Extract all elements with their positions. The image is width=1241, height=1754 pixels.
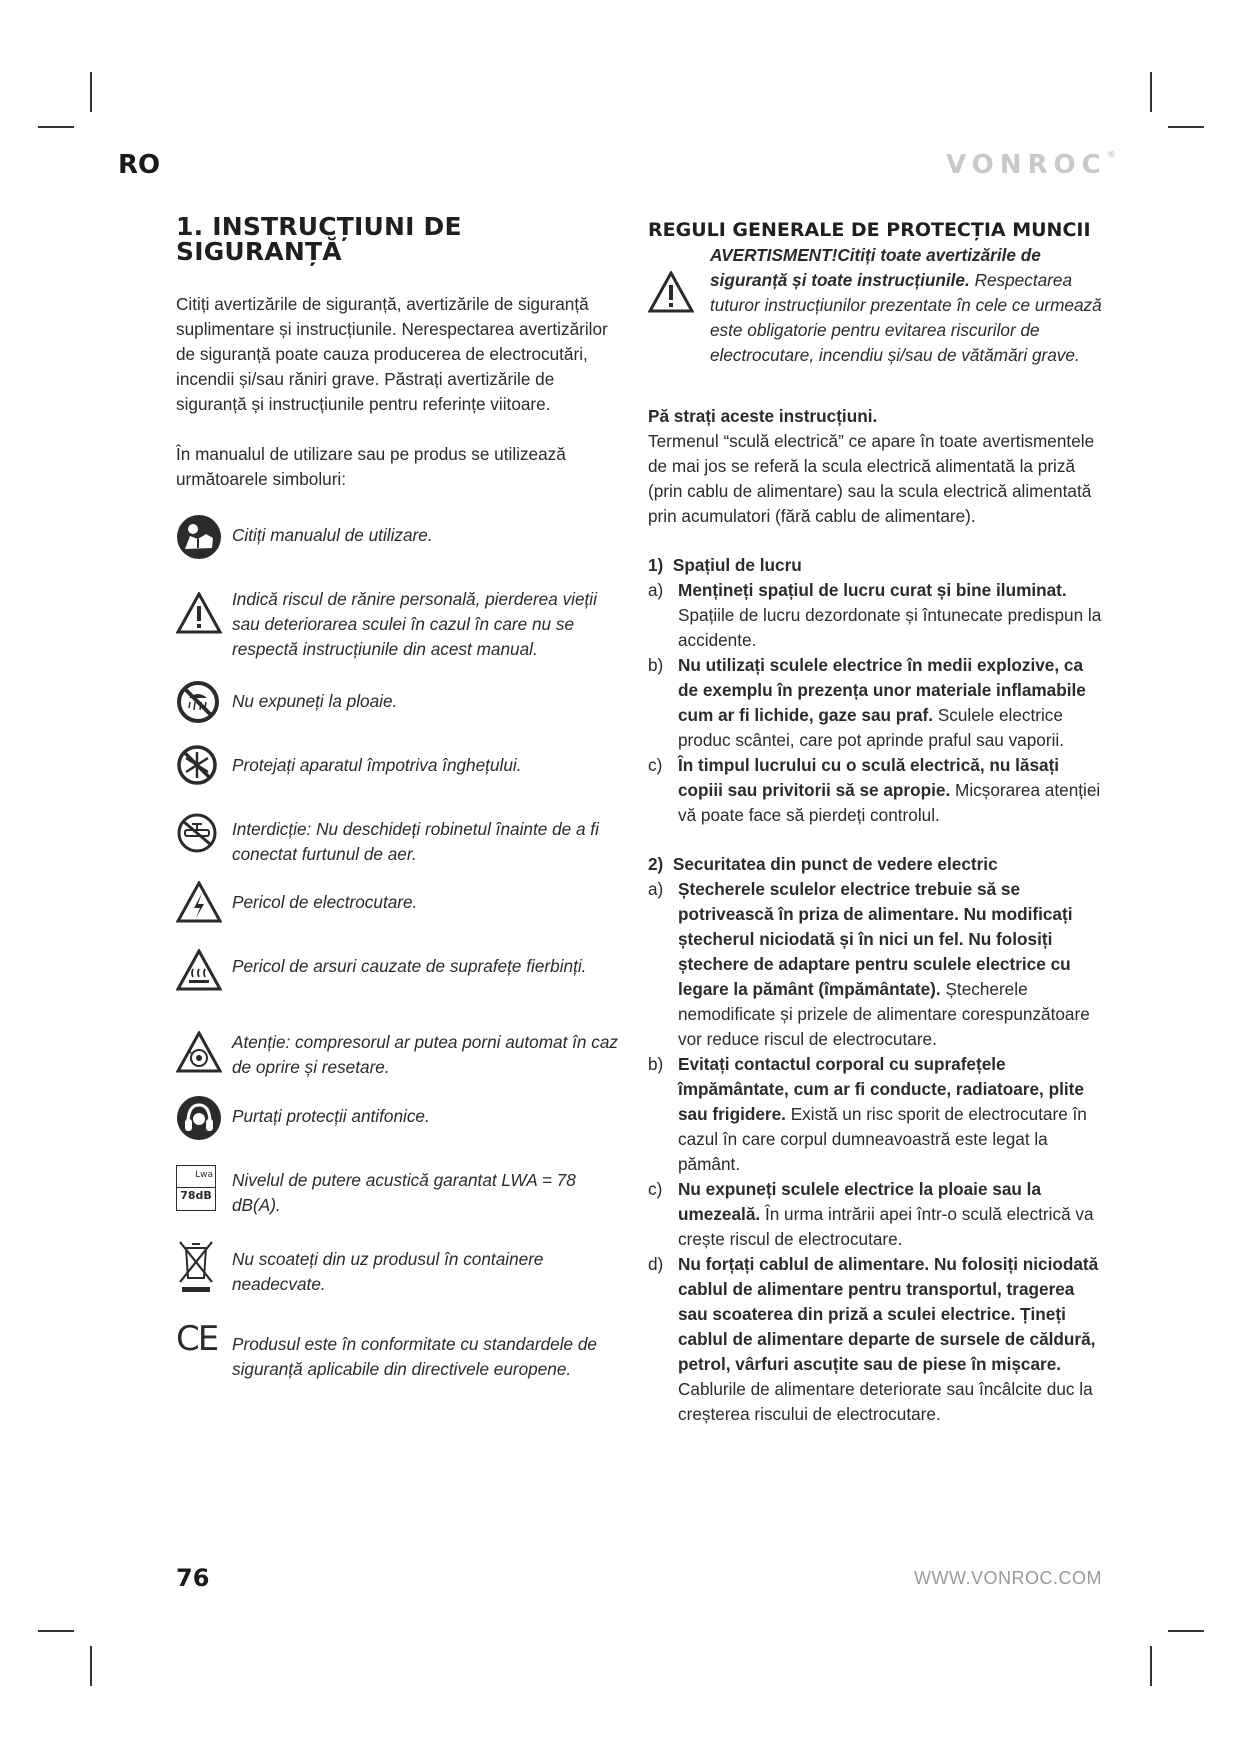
list-item-text: Cablurile de alimentare deteriorate sau încâlcite duc la creșterea riscului de electrocutare. (678, 1379, 1093, 1424)
symbol-row (176, 514, 628, 566)
keep-instructions-title: Pă strați aceste instrucțiuni. (648, 406, 878, 426)
section-title: REGULI GENERALE DE PROTECȚIA MUNCII (648, 219, 1091, 241)
list-item-text: Există un risc sporit de electrocutare în cazul în care corpul dumneavoastră este legat la pământ. (678, 1104, 1087, 1174)
frost-protection-icon (176, 744, 232, 796)
symbol-row (176, 1159, 628, 1218)
crop-mark (38, 1630, 74, 1632)
list-item-bold: Mențineți spațiul de lucru curat și bine iluminat. (678, 580, 1067, 600)
list-item (648, 653, 1104, 753)
list-item (648, 1052, 1104, 1177)
list-item-label: b) (648, 1054, 664, 1074)
symbol-row (176, 744, 628, 796)
sound-power-icon (176, 1159, 232, 1211)
subsection-heading: Securitatea din punct de vedere electric (672, 854, 998, 874)
sound-power-value: 78dB (177, 1187, 215, 1202)
list-item (648, 578, 1104, 653)
weee-bin-icon (176, 1238, 232, 1290)
list-item-text: Ștecherele nemodificate și prizele de alimentare corespunzătoare vor reduce riscul de electrocutare. (678, 979, 1090, 1049)
crop-mark (90, 72, 92, 112)
hot-surface-icon (176, 945, 232, 1001)
crop-mark (1150, 1646, 1152, 1686)
symbol-text: Pericol de arsuri cauzate de suprafețe fierbinți. (232, 956, 587, 976)
warning-triangle-icon (176, 578, 232, 644)
list-item-bold: Evitați contactul corporal cu suprafețele împământate, cum ar fi conducte, radiatoare, plite sau frigidere. (678, 1054, 1084, 1124)
page-number: 76 (176, 1564, 210, 1592)
warning-triangle-icon (648, 243, 710, 368)
symbol-row (176, 1095, 628, 1147)
subsection-title (648, 553, 1104, 578)
left-column (176, 214, 628, 1394)
subsection-number: 1) (648, 555, 664, 575)
symbol-text: Produsul este în conformitate cu standardele de siguranță aplicabile din directivele europene. (232, 1334, 597, 1379)
symbol-text: Nivelul de putere acustică garantat LWA = 78 dB(A). (232, 1170, 576, 1215)
list-item-bold: Ștecherele sculelor electrice trebuie să se potrivească în priza de alimentare. Nu modificați ștecherul niciodată și în nici un fel. Nu folosiți ștechere de adaptare pentru sculele electrice cu legare la pământ (împământate). (678, 879, 1073, 999)
symbol-text: Nu expuneți la ploaie. (232, 691, 398, 711)
keep-instructions-text: Termenul “sculă electrică” ce apare în toate avertismentele de mai jos se referă la scula electrică alimentată la priză (prin cablu de alimentare) sau la scula electrică alimentată prin acumulatori (fără cablu de alimentare). (648, 431, 1095, 526)
list-item-text: În urma intrării apei într-o sculă electrică va crește riscul de electrocutare. (678, 1204, 1094, 1249)
symbol-text: Pericol de electrocutare. (232, 892, 418, 912)
list-item (648, 753, 1104, 828)
ce-mark-text: CE (176, 1319, 218, 1359)
list-item (648, 1252, 1104, 1427)
symbol-row (176, 808, 628, 867)
symbol-text: Nu scoateți din uz produsul în containere neadecvate. (232, 1249, 544, 1294)
right-column (648, 214, 1104, 1427)
symbol-text: Protejați aparatul împotriva înghețului. (232, 755, 522, 775)
list-item-bold: Nu expuneți sculele electrice la ploaie sau la umezeală. (678, 1179, 1042, 1224)
intro-paragraph: Citiți avertizările de siguranță, avertizările de siguranță suplimentare și instrucțiunile. Nerespectarea avertizărilor de siguranță poate cauza producerea de electrocutări, incendii și/sau răniri grave. Păstrați avertizările de siguranță și instrucțiunile pentru referințe viitoare. (176, 294, 608, 414)
read-manual-icon (176, 514, 232, 566)
crop-mark (1168, 126, 1204, 128)
list-item-label: c) (648, 1179, 663, 1199)
list-item-text: Micșorarea atenției vă poate face să pierdeți controlul. (678, 780, 1101, 825)
subsection-heading: Spațiul de lucru (672, 555, 802, 575)
brand-logo: VONROC® (946, 150, 1116, 180)
warning-rest: Respectarea tuturor instrucțiunilor prezentate în cele ce urmează este obligatorie pentru evitarea riscurilor de electrocutare, incendiu și/sau de vătămări grave. (710, 270, 1102, 365)
crop-mark (1150, 72, 1152, 112)
list-item (648, 877, 1104, 1052)
list-item-label: b) (648, 655, 664, 675)
symbol-row (176, 1319, 628, 1382)
symbol-text: Indică riscul de rănire personală, pierderea vieții sau deteriorarea sculei în cazul în care nu se respectă instrucțiunile din acest manual. (232, 589, 597, 659)
footer-url[interactable]: WWW.VONROC.COM (914, 1568, 1102, 1588)
list-item-bold: În timpul lucrului cu o sculă electrică, nu lăsați copiii sau privitorii să se apropie. (678, 755, 1060, 800)
warning-bold: AVERTISMENT!Citiți toate avertizările de siguranță și toate instrucțiunile. (710, 245, 1041, 290)
symbol-row (176, 578, 628, 662)
symbol-row (176, 945, 628, 1001)
list-item-label: c) (648, 755, 663, 775)
no-open-valve-icon (176, 808, 232, 864)
auto-start-icon (176, 1021, 232, 1083)
subsection-number: 2) (648, 854, 664, 874)
warning-text (710, 243, 1104, 368)
ce-mark-icon (176, 1319, 232, 1375)
warning-box (648, 243, 1104, 368)
language-code: RO (118, 150, 161, 180)
list-item-label: d) (648, 1254, 664, 1274)
list-item-bold: Nu forțați cablul de alimentare. Nu folosiți niciodată cablul de alimentare pentru transportul, tragerea sau scoaterea din priză a sculei electrice. Țineți cablul de alimentare departe de sursele de căldură, petrol, vârfuri ascuțite sau de piese în mișcare. (678, 1254, 1099, 1374)
symbol-text: Purtați protecții antifonice. (232, 1106, 430, 1126)
crop-mark (38, 126, 74, 128)
symbol-row (176, 1021, 628, 1083)
symbol-text: Atenție: compresorul ar putea porni automat în caz de oprire și resetare. (232, 1032, 618, 1077)
crop-mark (90, 1646, 92, 1686)
ear-protection-icon (176, 1095, 232, 1147)
list-item-label: a) (648, 879, 664, 899)
list-item-text: Spațiile de lucru dezordonate și întunecate predispun la accidente. (678, 605, 1102, 650)
list-item-bold: Nu utilizați sculele electrice în medii explozive, ca de exemplu în prezența unor materiale inflamabile cum ar fi lichide, gaze sau praf. (678, 655, 1086, 725)
list-item-label: a) (648, 580, 664, 600)
no-rain-icon (176, 680, 232, 732)
symbol-row (176, 1238, 628, 1297)
crop-mark (1168, 1630, 1204, 1632)
symbol-text: Citiți manualul de utilizare. (232, 525, 433, 545)
symbols-intro: În manualul de utilizare sau pe produs se utilizează următoarele simboluri: (176, 444, 566, 489)
symbol-row (176, 881, 628, 933)
sound-power-label: Lwa (195, 1170, 213, 1180)
brand-logo-text: VONROC (946, 150, 1107, 180)
section-title: 1. INSTRUCȚIUNI DE SIGURANȚĂ (176, 212, 462, 266)
list-item (648, 1177, 1104, 1252)
electric-shock-icon (176, 881, 232, 933)
subsection-title (648, 852, 1104, 877)
symbol-row (176, 680, 628, 732)
symbol-text: Interdicție: Nu deschideți robinetul înainte de a fi conectat furtunul de aer. (232, 819, 599, 864)
list-item-text: Sculele electrice produc scântei, care pot aprinde praful sau vaporii. (678, 705, 1064, 750)
